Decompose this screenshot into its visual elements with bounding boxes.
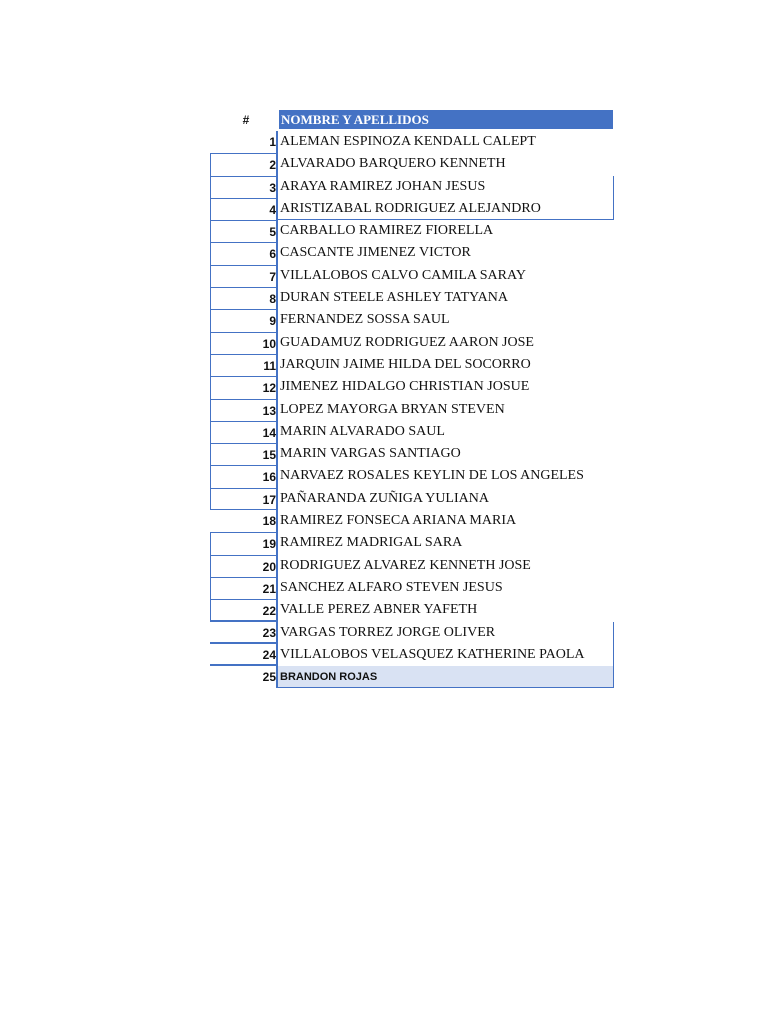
row-number: 16 <box>210 465 278 487</box>
row-number: 5 <box>210 220 278 242</box>
student-name: RAMIREZ FONSECA ARIANA MARIA <box>280 513 517 529</box>
student-name: ALEMAN ESPINOZA KENDALL CALEPT <box>280 134 536 149</box>
table-row <box>210 532 614 554</box>
table-row <box>210 465 614 487</box>
row-number: 20 <box>210 555 278 577</box>
table-row <box>210 577 614 599</box>
table-row <box>210 488 614 510</box>
table-row <box>210 332 614 354</box>
student-name: BRANDON ROJAS <box>278 666 614 688</box>
table-row <box>210 309 614 331</box>
row-number: 3 <box>210 176 278 198</box>
table-row <box>210 176 614 198</box>
row-number: 23 <box>210 622 278 644</box>
student-list <box>210 131 614 688</box>
student-name: VALLE PEREZ ABNER YAFETH <box>280 602 478 618</box>
table-row <box>210 198 614 220</box>
table-row <box>210 421 614 443</box>
row-number: 12 <box>210 376 278 398</box>
row-number: 22 <box>210 599 278 621</box>
row-number: 17 <box>210 488 278 510</box>
table-row <box>210 510 614 532</box>
student-name: RAMIREZ MADRIGAL SARA <box>280 535 463 551</box>
student-name: JARQUIN JAIME HILDA DEL SOCORRO <box>280 356 531 372</box>
table-row <box>210 220 614 242</box>
table-row <box>210 399 614 421</box>
row-number: 6 <box>210 242 278 264</box>
row-number: 11 <box>210 354 278 376</box>
student-name: CARBALLO RAMIREZ FIORELLA <box>280 223 494 239</box>
student-name: PAÑARANDA ZUÑIGA YULIANA <box>280 490 489 506</box>
student-name: CASCANTE JIMENEZ VICTOR <box>280 245 471 261</box>
row-number: 19 <box>210 532 278 554</box>
student-name: ARISTIZABAL RODRIGUEZ ALEJANDRO <box>278 198 614 220</box>
student-name: GUADAMUZ RODRIGUEZ AARON JOSE <box>280 334 534 350</box>
student-name: NARVAEZ ROSALES KEYLIN DE LOS ANGELES <box>280 468 584 484</box>
student-name: JIMENEZ HIDALGO CHRISTIAN JOSUE <box>280 379 530 395</box>
student-name: ALVARADO BARQUERO KENNETH <box>280 156 506 172</box>
name-column-header: NOMBRE Y APELLIDOS <box>279 110 613 129</box>
student-name: VILLALOBOS VELASQUEZ KATHERINE PAOLA <box>278 644 614 666</box>
student-name: SANCHEZ ALFARO STEVEN JESUS <box>280 579 503 595</box>
row-number: 7 <box>210 265 278 287</box>
row-number: 15 <box>210 443 278 465</box>
table-row <box>210 666 614 688</box>
table-row <box>210 354 614 376</box>
table-row <box>210 622 614 644</box>
row-number: 1 <box>210 131 278 153</box>
row-number: 18 <box>210 510 278 532</box>
row-number: 10 <box>210 332 278 354</box>
table-row <box>210 599 614 621</box>
student-name: DURAN STEELE ASHLEY TATYANA <box>280 290 508 306</box>
student-name: MARIN ALVARADO SAUL <box>280 423 445 439</box>
student-name: MARIN VARGAS SANTIAGO <box>280 446 461 462</box>
row-number: 4 <box>210 198 278 220</box>
student-name: RODRIGUEZ ALVAREZ KENNETH JOSE <box>280 557 531 573</box>
row-number: 8 <box>210 287 278 309</box>
student-name: VARGAS TORREZ JORGE OLIVER <box>278 622 614 644</box>
table-row <box>210 131 614 153</box>
row-number: 13 <box>210 399 278 421</box>
table-row <box>210 644 614 666</box>
table-row <box>210 443 614 465</box>
number-column-header: # <box>242 113 250 127</box>
student-name: ARAYA RAMIREZ JOHAN JESUS <box>278 176 614 198</box>
row-number: 21 <box>210 577 278 599</box>
table-row <box>210 265 614 287</box>
row-number: 14 <box>210 421 278 443</box>
table-row <box>210 376 614 398</box>
student-name: LOPEZ MAYORGA BRYAN STEVEN <box>280 401 505 417</box>
row-number: 9 <box>210 309 278 331</box>
row-number: 2 <box>210 153 278 175</box>
table-row <box>210 287 614 309</box>
table-row <box>210 153 614 175</box>
student-name: FERNANDEZ SOSSA SAUL <box>280 312 450 328</box>
table-row <box>210 555 614 577</box>
row-number: 25 <box>210 666 278 688</box>
student-name: VILLALOBOS CALVO CAMILA SARAY <box>280 267 526 283</box>
row-number: 24 <box>210 644 278 666</box>
table-row <box>210 242 614 264</box>
